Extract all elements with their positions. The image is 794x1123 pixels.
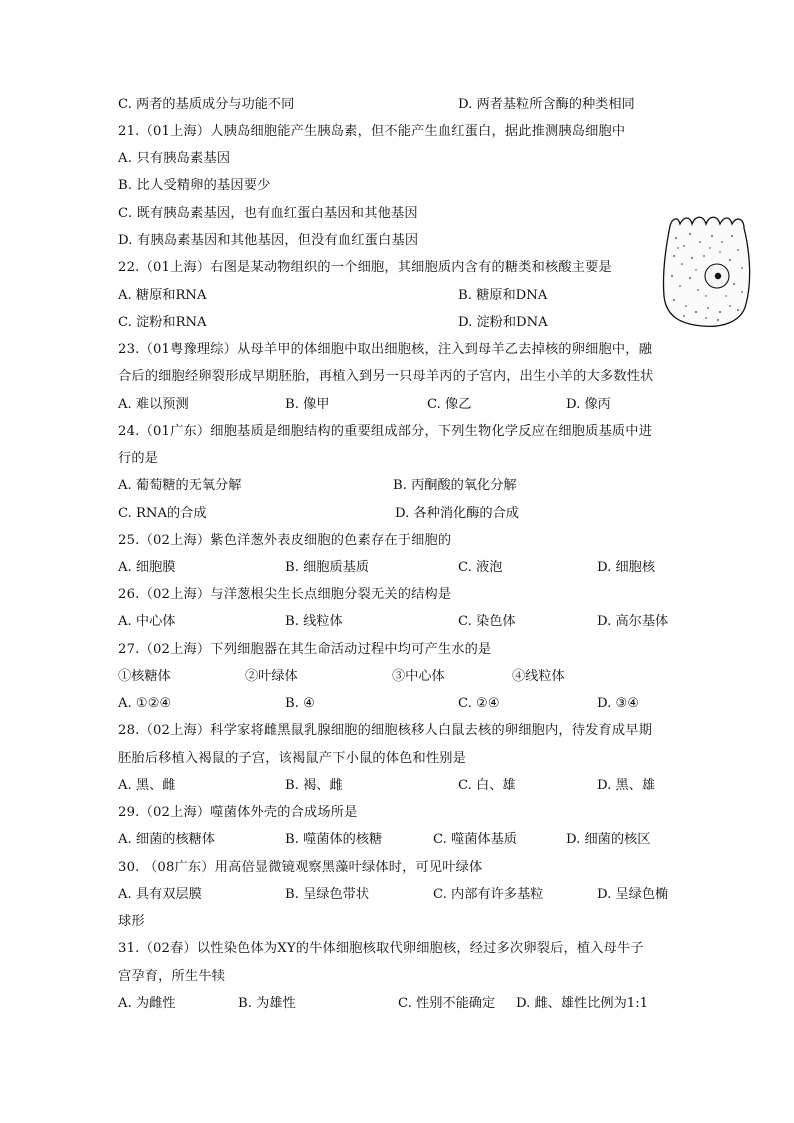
q27-option-d: D. ③④ xyxy=(597,696,640,711)
question-27: 27.（02上海）下列细胞器在其生命活动过程中均可产生水的是 xyxy=(118,642,492,657)
q24-option-c: C. RNA的合成 xyxy=(118,506,207,521)
q28-option-d: D. 黑、雄 xyxy=(597,778,656,793)
q26-option-d: D. 高尔基体 xyxy=(597,614,669,629)
q25-option-c: C. 液泡 xyxy=(458,560,503,575)
q31-option-b: B. 为雄性 xyxy=(238,996,296,1011)
q24-option-d: D. 各种消化酶的合成 xyxy=(395,506,519,521)
question-24-line1: 24.（01广东）细胞基质是细胞结构的重要组成部分，下列生物化学反应在细胞质基质中进 xyxy=(118,424,653,439)
q26-option-b: B. 线粒体 xyxy=(285,614,343,629)
q27-item-3: ③中心体 xyxy=(392,669,445,684)
q28-option-a: A. 黑、雌 xyxy=(118,778,176,793)
q27-item-4: ④线粒体 xyxy=(512,669,565,684)
q25-option-a: A. 细胞膜 xyxy=(118,560,176,575)
option-d-prev: D. 两者基粒所含酶的种类相同 xyxy=(458,97,635,112)
q23-option-a: A. 难以预测 xyxy=(118,397,189,412)
q30-option-b: B. 呈绿色带状 xyxy=(285,887,370,902)
q25-option-d: D. 细胞核 xyxy=(597,560,656,575)
q30-option-d-cont: 球形 xyxy=(118,914,145,929)
q22-option-b: B. 糖原和DNA xyxy=(458,288,548,303)
option-c-prev: C. 两者的基质成分与功能不同 xyxy=(118,97,295,112)
q26-option-a: A. 中心体 xyxy=(118,614,176,629)
q29-option-a: A. 细菌的核糖体 xyxy=(118,832,216,847)
q23-option-d: D. 像丙 xyxy=(566,397,611,412)
q21-option-b: B. 比人受精卵的基因要少 xyxy=(118,178,271,193)
q21-option-a: A. 只有胰岛素基因 xyxy=(118,151,231,166)
q29-option-c: C. 噬菌体基质 xyxy=(433,832,517,847)
q31-option-c: C. 性别不能确定 xyxy=(398,996,496,1011)
question-28-line2: 胚胎后移植入褐鼠的子宫，该褐鼠产下小鼠的体色和性别是 xyxy=(118,751,467,766)
question-25: 25.（02上海）紫色洋葱外表皮细胞的色素存在于细胞的 xyxy=(118,533,452,548)
nucleolus-icon xyxy=(715,273,721,279)
question-23-line2: 合后的细胞经卵裂形成早期胚胎，再植入到另一只母羊丙的子宫内，出生小羊的大多数性状 xyxy=(118,369,654,384)
q27-item-1: ①核糖体 xyxy=(118,669,171,684)
q21-option-d: D. 有胰岛素基因和其他基因，但没有血红蛋白基因 xyxy=(118,233,419,248)
question-26: 26.（02上海）与洋葱根尖生长点细胞分裂无关的结构是 xyxy=(118,587,452,602)
q23-option-c: C. 像乙 xyxy=(427,397,472,412)
q22-option-c: C. 淀粉和RNA xyxy=(118,315,207,330)
q26-option-c: C. 染色体 xyxy=(458,614,516,629)
q30-option-a: A. 具有双层膜 xyxy=(118,887,202,902)
question-22: 22.（01上海）右图是某动物组织的一个细胞，其细胞质内含有的糖类和核酸主要是 xyxy=(118,260,612,275)
q27-item-2: ②叶绿体 xyxy=(245,669,298,684)
question-31-line1: 31.（02春）以性染色体为XY的牛体细胞核取代卵细胞核，经过多次卵裂后，植入母牛子 xyxy=(118,941,644,956)
q31-option-d: D. 雌、雄性比例为1:1 xyxy=(516,996,649,1011)
q27-option-c: C. ②④ xyxy=(458,696,500,711)
animal-cell-figure xyxy=(660,212,752,330)
q21-option-c: C. 既有胰岛素基因，也有血红蛋白基因和其他基因 xyxy=(118,206,418,221)
q22-option-d: D. 淀粉和DNA xyxy=(458,315,548,330)
q28-option-b: B. 褐、雌 xyxy=(285,778,343,793)
question-24-line2: 行的是 xyxy=(118,451,159,466)
question-21: 21.（01上海）人胰岛细胞能产生胰岛素，但不能产生血红蛋白，据此推测胰岛细胞中 xyxy=(118,124,626,139)
q25-option-b: B. 细胞质基质 xyxy=(285,560,370,575)
q30-option-d: D. 呈绿色椭 xyxy=(597,887,669,902)
q23-option-b: B. 像甲 xyxy=(285,397,330,412)
q22-option-a: A. 糖原和RNA xyxy=(118,288,207,303)
q24-option-a: A. 葡萄糖的无氧分解 xyxy=(118,478,242,493)
question-29: 29.（02上海）噬菌体外壳的合成场所是 xyxy=(118,805,358,820)
q29-option-d: D. 细菌的核区 xyxy=(566,832,651,847)
question-28-line1: 28.（02上海）科学家将雌黑鼠乳腺细胞的细胞核移人白鼠去核的卵细胞内，待发育成早期 xyxy=(118,723,653,738)
question-30: 30. （08广东）用高倍显微镜观察黑藻叶绿体时，可见叶绿体 xyxy=(118,860,483,875)
q30-option-c: C. 内部有许多基粒 xyxy=(433,887,544,902)
q31-option-a: A. 为雌性 xyxy=(118,996,176,1011)
q27-option-a: A. ①②④ xyxy=(118,696,172,711)
q24-option-b: B. 丙酮酸的氧化分解 xyxy=(393,478,517,493)
q29-option-b: B. 噬菌体的核糖 xyxy=(285,832,383,847)
question-31-line2: 宫孕育，所生牛犊 xyxy=(118,969,226,984)
q28-option-c: C. 白、雄 xyxy=(458,778,516,793)
q27-option-b: B. ④ xyxy=(285,696,315,711)
question-23-line1: 23.（01粤豫理综）从母羊甲的体细胞中取出细胞核，注入到母羊乙去掉核的卵细胞中，融 xyxy=(118,342,653,357)
